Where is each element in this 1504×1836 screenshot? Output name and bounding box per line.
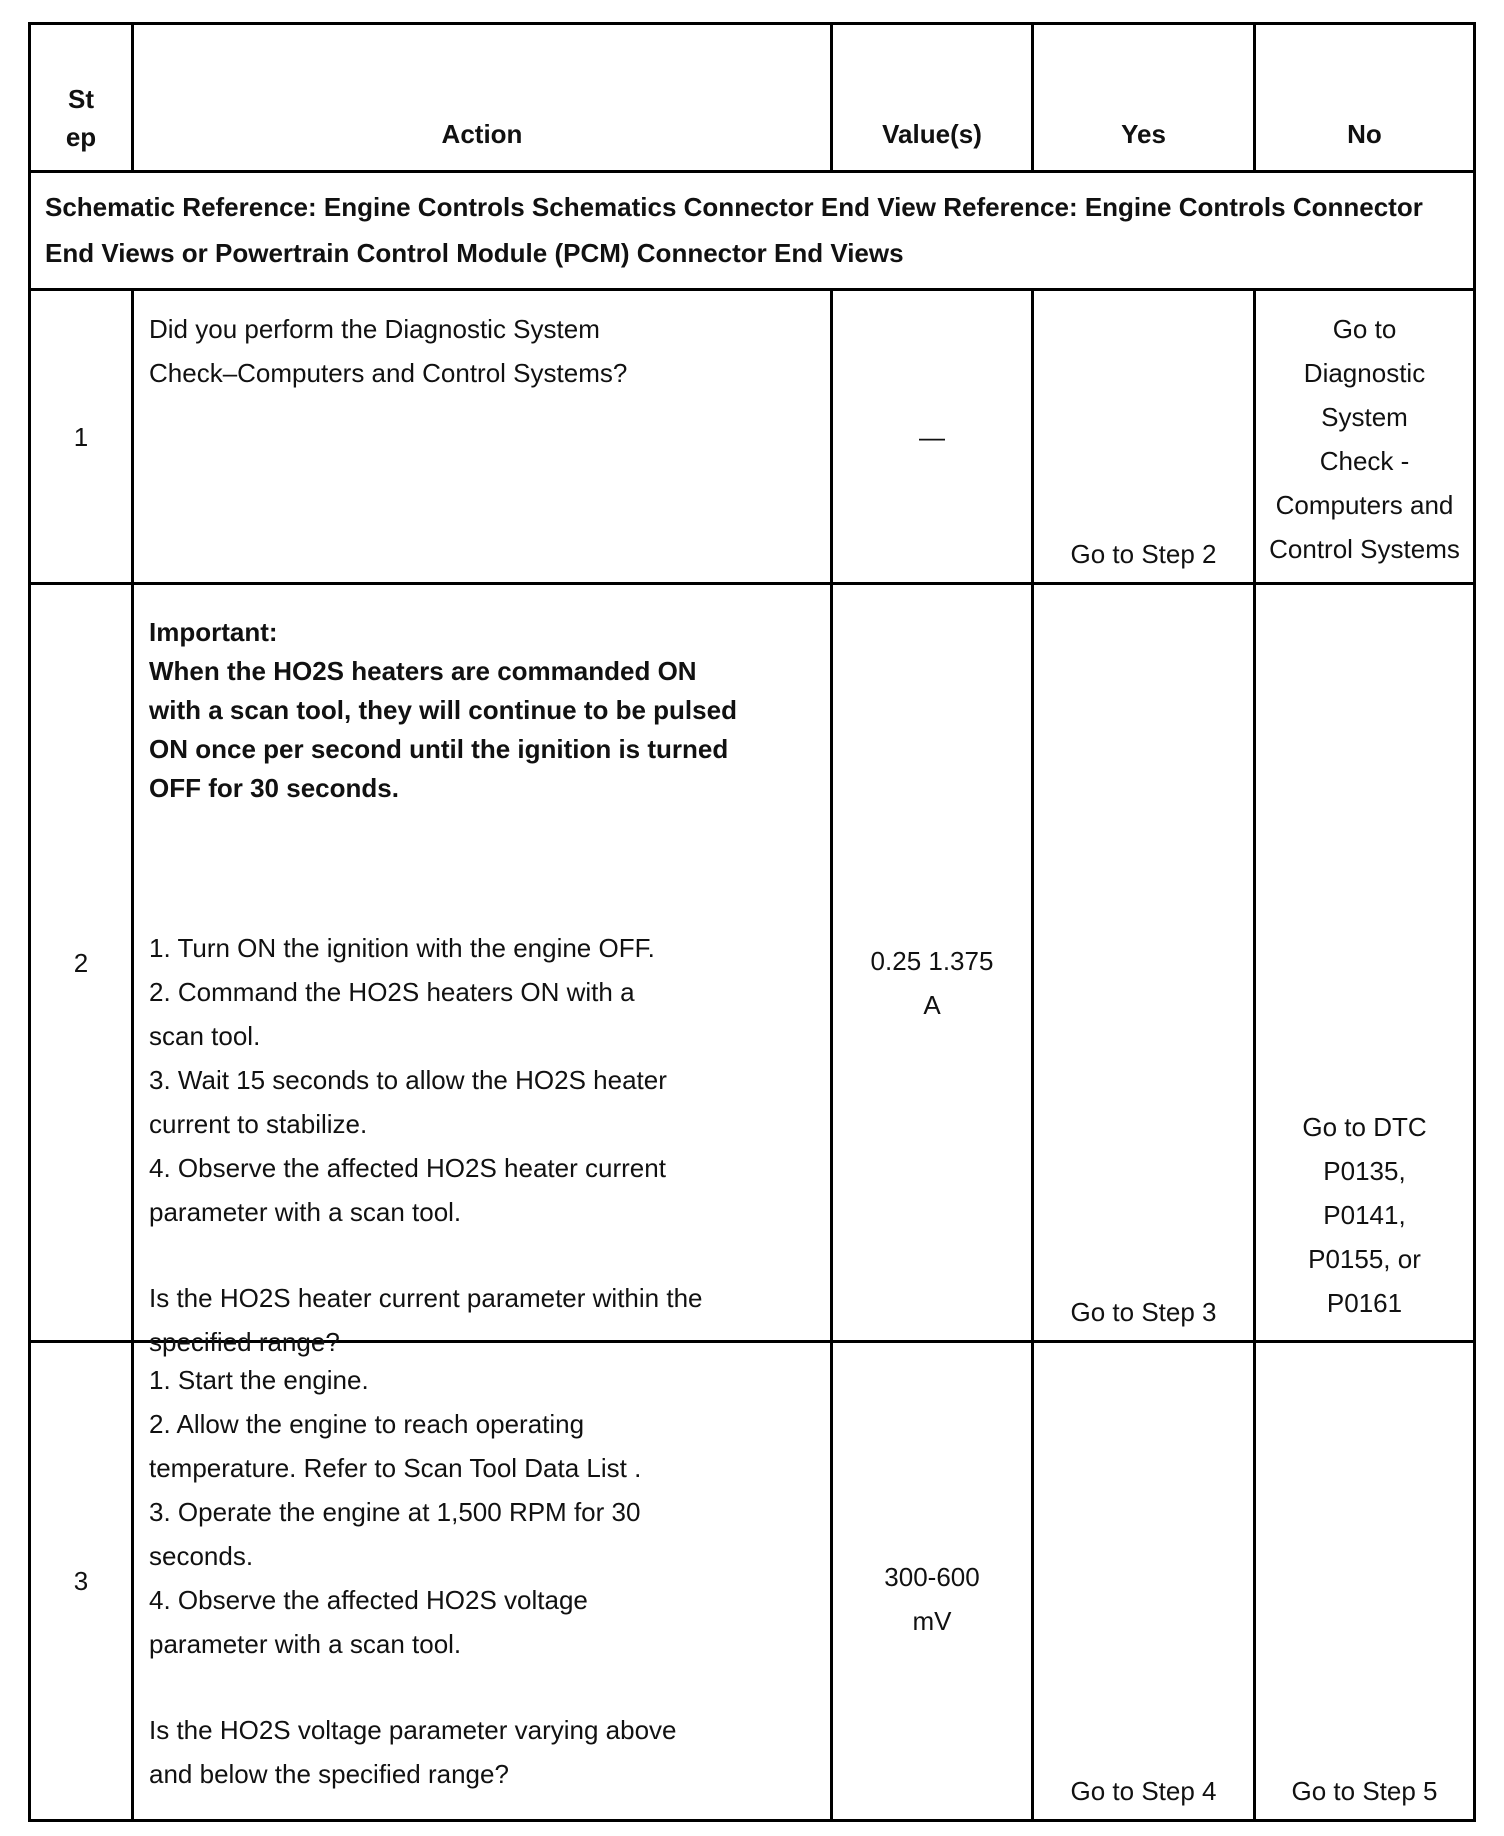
header-yes: Yes: [1121, 119, 1166, 149]
step-2-yes: Go to Step 3: [1070, 1297, 1217, 1327]
table-border-right: [1473, 22, 1476, 1822]
row1-divider: [28, 582, 1476, 585]
step-2-item: 2. Command the HO2S heaters ON with a scan tool.: [149, 977, 635, 1051]
table-border-bottom: [28, 1819, 1476, 1822]
step-1-question-line: Did you perform the Diagnostic System: [149, 314, 600, 344]
important-note: When the HO2S heaters are commanded ON with a scan tool, they will continue to be pulsed ON once per second until the ignition is turned OFF for 30 seconds.: [149, 656, 737, 803]
step-1-action: [149, 307, 819, 395]
step-3-item: 4. Observe the affected HO2S voltage parameter with a scan tool.: [149, 1585, 588, 1659]
step-2-item: 4. Observe the affected HO2S heater current parameter with a scan tool.: [149, 1153, 666, 1227]
step-3-yes: Go to Step 4: [1070, 1776, 1217, 1806]
diagnostic-table: [28, 22, 1476, 1822]
step-3-number: 3: [73, 1566, 89, 1596]
step-3-question: Is the HO2S voltage parameter varying above and below the specified range?: [149, 1715, 677, 1789]
step-3-value: 300-600 mV: [884, 1562, 980, 1636]
step-1-number: 1: [73, 421, 89, 452]
step-3-item: 3. Operate the engine at 1,500 RPM for 30 seconds.: [149, 1497, 641, 1571]
step-2-question: Is the HO2S heater current parameter within the specified range?: [149, 1283, 703, 1357]
header-step: St ep: [65, 84, 97, 152]
step-3-item: 1. Start the engine.: [149, 1365, 369, 1395]
header-action: Action: [441, 119, 523, 149]
step-2-action: [149, 612, 819, 1364]
step-1-no: Go to Diagnostic System Check - Computers and Control Systems: [1269, 314, 1460, 564]
step-1-value: —: [919, 421, 945, 452]
reference-divider: [28, 288, 1476, 291]
header-values: Value(s): [882, 119, 982, 149]
step-1-yes: Go to Step 2: [1070, 539, 1217, 569]
header-no: No: [1347, 119, 1382, 149]
schematic-reference: Schematic Reference: Engine Controls Schematics Connector End View Reference: Engine Controls Connector End Views or Powertrain Control Module (PCM) Connector End Views: [45, 192, 1423, 268]
step-2-no: Go to DTC P0135, P0141, P0155, or P0161: [1302, 1112, 1427, 1318]
step-1-question-line: Check–Computers and Control Systems?: [149, 358, 628, 388]
step-3-action: [149, 1358, 819, 1796]
step-2-item: 3. Wait 15 seconds to allow the HO2S heater current to stabilize.: [149, 1065, 667, 1139]
col-divider-step: [131, 289, 134, 1822]
step-3-no: Go to Step 5: [1291, 1776, 1438, 1806]
header-divider: [28, 170, 1476, 173]
step-3-item: 2. Allow the engine to reach operating temperature. Refer to Scan Tool Data List .: [149, 1409, 642, 1483]
step-2-number: 2: [73, 947, 89, 978]
step-2-item: 1. Turn ON the ignition with the engine OFF.: [149, 933, 655, 963]
important-label: Important:: [149, 617, 278, 647]
step-2-value: 0.25 1.375 A: [870, 946, 994, 1020]
